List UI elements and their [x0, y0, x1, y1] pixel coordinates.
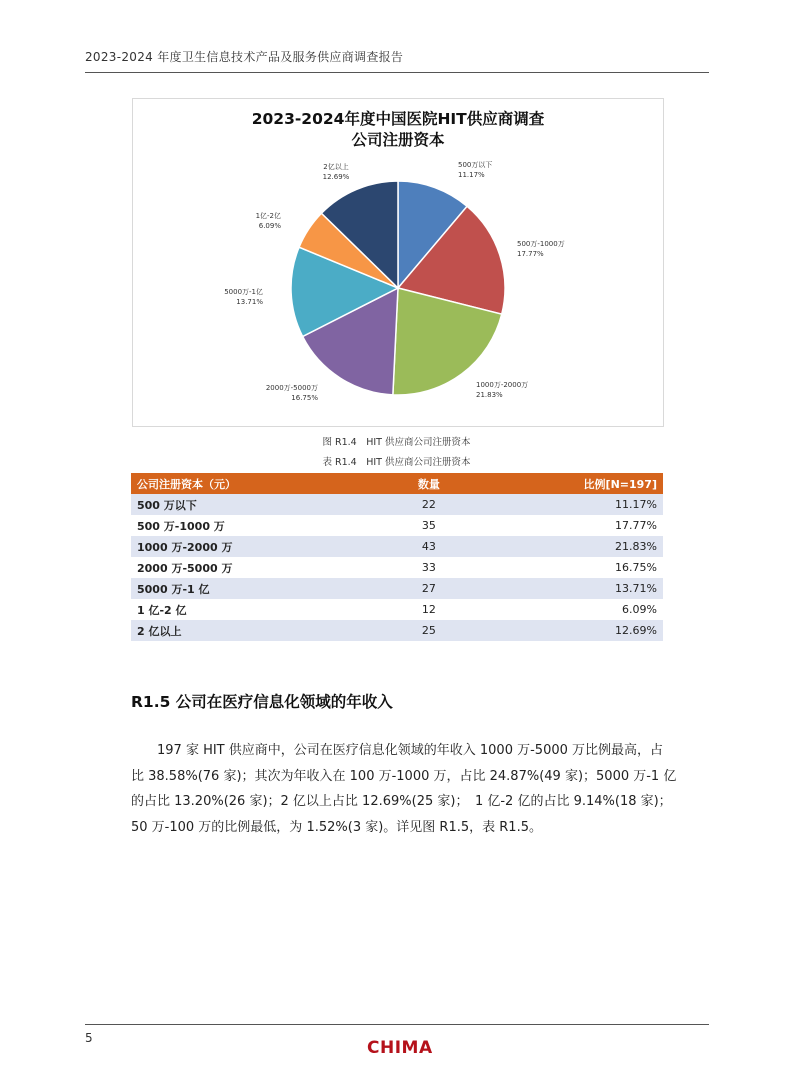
- table-row: [131, 557, 663, 578]
- page-number: 5: [85, 1031, 93, 1045]
- table-row: [131, 620, 663, 641]
- paragraph-line: 50 万-100 万的比例最低，为 1.52%(3 家)。详见图 R1.5，表 R1.5。: [131, 819, 542, 835]
- chart-title-line2: 公司注册资本: [351, 131, 445, 149]
- slice-value-label: 21.83%: [476, 391, 503, 399]
- row-count: 25: [338, 620, 519, 641]
- slice-value-label: 11.17%: [458, 171, 485, 179]
- row-ratio: 6.09%: [519, 599, 663, 620]
- slice-value-label: 12.69%: [322, 173, 350, 181]
- capital-table: [131, 473, 663, 641]
- table-row: [131, 515, 663, 536]
- slice-label: 500万以下: [458, 161, 493, 169]
- row-count: 35: [338, 515, 519, 536]
- row-ratio: 16.75%: [519, 557, 663, 578]
- row-ratio: 13.71%: [519, 578, 663, 599]
- paragraph-line: 比 38.58%(76 家)；其次为年收入在 100 万-1000 万，占比 24.87%(49 家)；5000 万-1 亿: [131, 768, 677, 784]
- slice-label: 1亿-2亿: [255, 212, 281, 220]
- header-count: 数量: [338, 473, 519, 494]
- slice-label: 2亿以上: [323, 163, 349, 171]
- slice-value-label: 6.09%: [258, 222, 281, 230]
- slice-label: 1000万-2000万: [476, 381, 529, 389]
- row-label: 1 亿-2 亿: [131, 599, 338, 620]
- slice-label: 5000万-1亿: [224, 288, 263, 296]
- table-caption: 表 R1.4 HIT 供应商公司注册资本: [322, 457, 471, 468]
- footer-divider: [85, 1024, 709, 1025]
- row-label: 2000 万-5000 万: [131, 557, 338, 578]
- row-ratio: 12.69%: [519, 620, 663, 641]
- pie-chart: [133, 99, 663, 426]
- table-row: [131, 494, 663, 515]
- table-header-row: [131, 473, 663, 494]
- row-count: 12: [338, 599, 519, 620]
- header-ratio: 比例[N=197]: [519, 473, 663, 494]
- body-paragraph: [131, 738, 677, 840]
- table-row: [131, 599, 663, 620]
- chart-title-line1: 2023-2024年度中国医院HIT供应商调查: [251, 110, 545, 128]
- section-heading: R1.5 公司在医疗信息化领域的年收入: [131, 693, 393, 711]
- row-ratio: 17.77%: [519, 515, 663, 536]
- paragraph-line: 的占比 13.20%(26 家)；2 亿以上占比 12.69%(25 家)； 1 亿-2 亿的占比 9.14%(18 家)；: [131, 794, 672, 809]
- row-count: 33: [338, 557, 519, 578]
- row-label: 500 万-1000 万: [131, 515, 338, 536]
- running-header: 2023-2024 年度卫生信息技术产品及服务供应商调查报告: [85, 50, 404, 64]
- pie-chart-frame: [132, 98, 664, 427]
- row-label: 1000 万-2000 万: [131, 536, 338, 557]
- paragraph-line: 197 家 HIT 供应商中，公司在医疗信息化领域的年收入 1000 万-5000 万比例最高，占: [157, 743, 664, 758]
- row-count: 27: [338, 578, 519, 599]
- figure-caption: 图 R1.4 HIT 供应商公司注册资本: [322, 437, 471, 448]
- row-label: 500 万以下: [131, 494, 338, 515]
- header-divider: [85, 72, 709, 73]
- slice-value-label: 16.75%: [291, 394, 318, 402]
- chima-logo: CHIMA: [367, 1038, 433, 1058]
- slice-value-label: 17.77%: [517, 250, 544, 258]
- slice-value-label: 13.71%: [236, 298, 263, 306]
- row-ratio: 11.17%: [519, 494, 663, 515]
- slice-label: 500万-1000万: [517, 240, 565, 248]
- row-ratio: 21.83%: [519, 536, 663, 557]
- row-label: 5000 万-1 亿: [131, 578, 338, 599]
- row-label: 2 亿以上: [131, 620, 338, 641]
- table-row: [131, 578, 663, 599]
- slice-label: 2000万-5000万: [265, 384, 318, 392]
- row-count: 43: [338, 536, 519, 557]
- table-row: [131, 536, 663, 557]
- header-capital: 公司注册资本（元）: [131, 473, 338, 494]
- row-count: 22: [338, 494, 519, 515]
